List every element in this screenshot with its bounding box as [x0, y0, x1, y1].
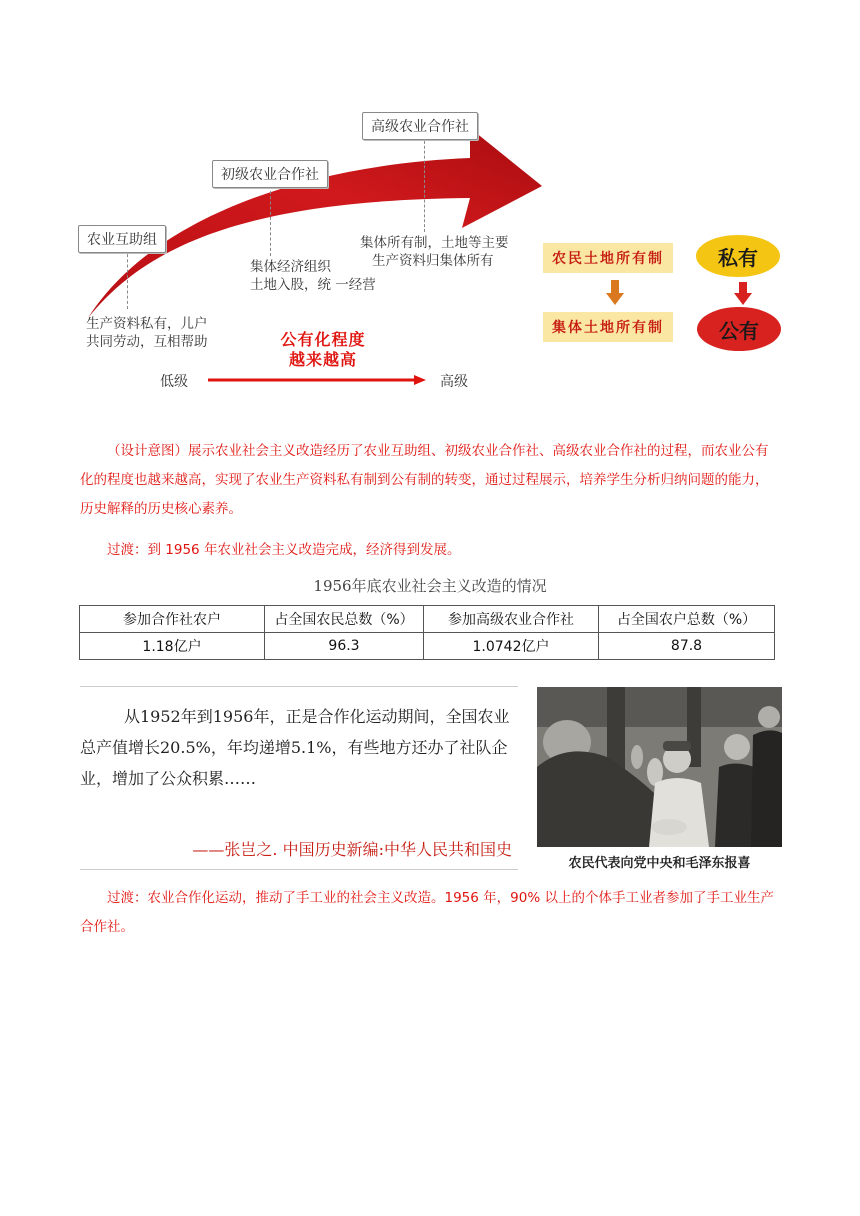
quote-text: 从1952年到1956年，正是合作化运动期间，全国农业总产值增长20.5%，年均递增5.1%，有些地方还办了社队企业，增加了公众积累…… — [80, 707, 510, 788]
table-title: 1956年底农业社会主义改造的情况 — [313, 577, 547, 595]
stage-advanced-coop-desc: 集体所有制，土地等主要 生产资料归集体所有 — [360, 235, 509, 269]
low-label: 低级 — [160, 374, 188, 390]
transition-paragraph-2: 过渡：农业合作化运动，推动了手工业的社会主义改造。1956 年，90% 以上的个体手工业者参加了手工业生产合作社。 — [80, 890, 774, 935]
stats-table — [79, 605, 775, 660]
table-header-cell: 参加合作社农户 — [80, 606, 265, 633]
stage-advanced-coop-label: 高级农业合作社 — [362, 112, 478, 140]
quote-source: ——张岂之. 中国历史新编:中华人民共和国史 — [192, 840, 512, 859]
table-cell: 96.3 — [265, 633, 424, 660]
quote-block — [80, 686, 518, 870]
design-intent-paragraph: （设计意图）展示农业社会主义改造经历了农业互助组、初级农业合作社、高级农业合作社的过程，而农业公有化的程度也越来越高，实现了农业生产资料私有制到公有制的转变，通过过程展示，培养学生分析归纳问题的能力，历史解释的历史核心素养。 — [80, 443, 769, 517]
dash-line-2 — [270, 186, 271, 256]
down-arrow-orange — [605, 280, 625, 306]
down-arrow-red — [733, 282, 753, 306]
table-header-cell: 参加高级农业合作社 — [424, 606, 599, 633]
table-cell: 87.8 — [599, 633, 775, 660]
low-high-arrow — [208, 372, 428, 388]
table-row — [80, 633, 775, 660]
farmer-land-ownership-box: 农民土地所有制 — [543, 243, 673, 273]
stage-elementary-coop-desc: 集体经济组织 土地入股，统 一经营 — [250, 259, 376, 293]
public-oval: 公有 — [697, 307, 781, 351]
stage-elementary-coop-label: 初级农业合作社 — [212, 160, 328, 188]
collective-land-ownership-box: 集体土地所有制 — [543, 312, 673, 342]
stage-mutual-aid-label: 农业互助组 — [78, 225, 166, 253]
private-oval: 私有 — [696, 235, 780, 277]
table-header-cell: 占全国农民总数（%） — [265, 606, 424, 633]
transition-paragraph-1: 过渡：到 1956 年农业社会主义改造完成，经济得到发展。 — [107, 542, 461, 558]
table-header-cell: 占全国农户总数（%） — [599, 606, 775, 633]
table-cell: 1.18亿户 — [80, 633, 265, 660]
dash-line-3 — [424, 136, 425, 232]
stage-mutual-aid-desc: 生产资料私有，儿户 共同劳动，互相帮助 — [86, 316, 208, 350]
public-degree-text: 公有化程度 越来越高 — [280, 330, 366, 369]
table-header-row — [80, 606, 775, 633]
historical-photo — [537, 687, 782, 847]
table-cell: 1.0742亿户 — [424, 633, 599, 660]
high-label: 高级 — [440, 374, 468, 390]
photo-caption: 农民代表向党中央和毛泽东报喜 — [568, 856, 751, 871]
dash-line-1 — [127, 249, 128, 309]
